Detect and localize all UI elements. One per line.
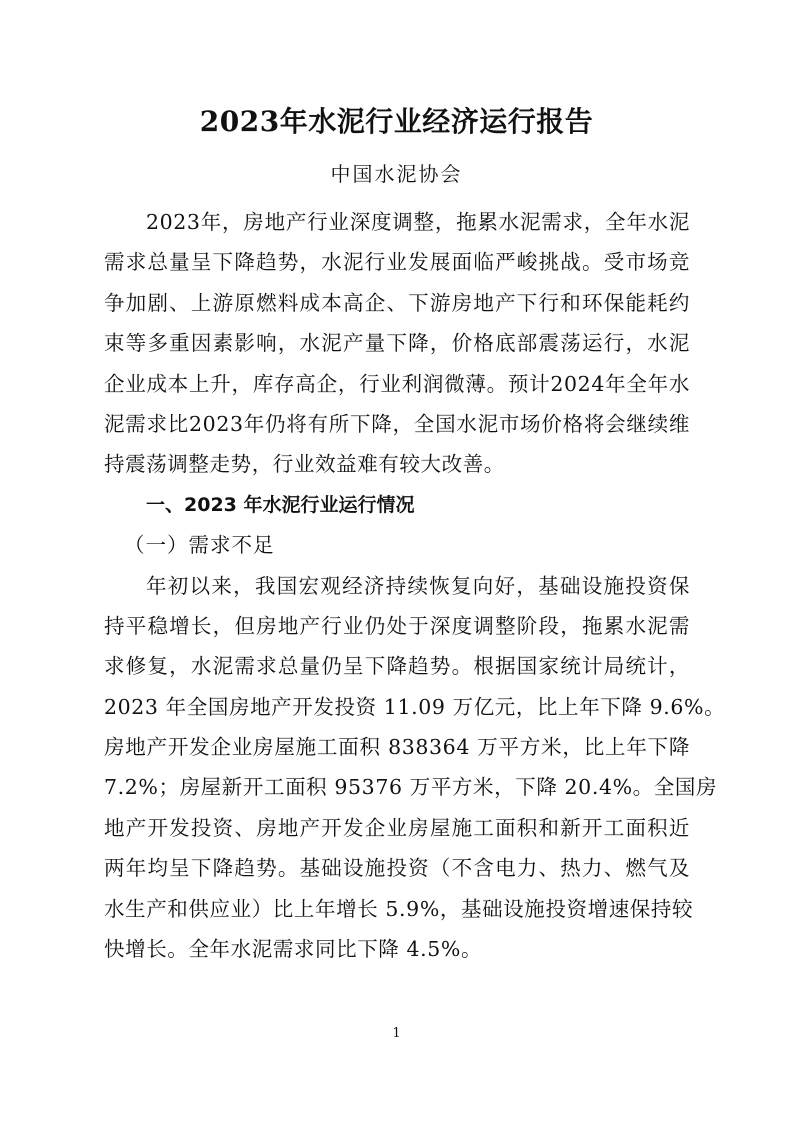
text-line: 水生产和供应业）比上年增长 5.9%，基础设施投资增速保持较 (104, 896, 694, 921)
document-author: 中国水泥协会 (330, 162, 463, 186)
text-line: 持震荡调整走势，行业效益难有较大改善。 (104, 452, 505, 477)
demand-paragraph (104, 566, 726, 970)
text-line: 年初以来，我国宏观经济持续恢复向好，基础设施投资保 (146, 573, 690, 598)
text-line: 7.2%；房屋新开工面积 95376 万平方米，下降 20.4%。全国房 (104, 775, 718, 800)
text-line: 泥需求比2023年仍将有所下降，全国水泥市场价格将会继续维 (104, 411, 690, 436)
text-line: 2023年，房地产行业深度调整，拖累水泥需求，全年水泥 (146, 210, 690, 234)
text-line: 需求总量呈下降趋势，水泥行业发展面临严峻挑战。受市场竞 (104, 250, 690, 275)
text-line: 两年均呈下降趋势。基础设施投资（不含电力、热力、燃气及 (104, 856, 690, 881)
text-line: 求修复，水泥需求总量仍呈下降趋势。根据国家统计局统计， (104, 654, 690, 679)
text-line: 持平稳增长，但房地产行业仍处于深度调整阶段，拖累水泥需 (104, 613, 690, 638)
text-line: 束等多重因素影响，水泥产量下降，价格底部震荡运行，水泥 (104, 331, 690, 356)
text-line: 争加剧、上游原燃料成本高企、下游房地产下行和环保能耗约 (104, 290, 690, 315)
page-number: 1 (392, 1026, 401, 1041)
text-line: 2023 年全国房地产开发投资 11.09 万亿元，比上年下降 9.6%。 (104, 694, 726, 719)
text-line: 企业成本上升，库存高企，行业利润微薄。预计2024年全年水 (104, 371, 690, 396)
intro-paragraph (104, 202, 690, 485)
text-line: 快增长。全年水泥需求同比下降 4.5%。 (104, 937, 483, 962)
text-line: 房地产开发企业房屋施工面积 838364 万平方米，比上年下降 (104, 735, 690, 760)
document-title: 2023年水泥行业经济运行报告 (199, 105, 594, 138)
document-body (104, 202, 726, 969)
section-heading: 一、2023 年水泥行业运行情况 (146, 493, 415, 516)
subsection-heading: （一）需求不足 (124, 533, 275, 558)
text-line: 地产开发投资、房地产开发企业房屋施工面积和新开工面积近 (104, 815, 690, 840)
